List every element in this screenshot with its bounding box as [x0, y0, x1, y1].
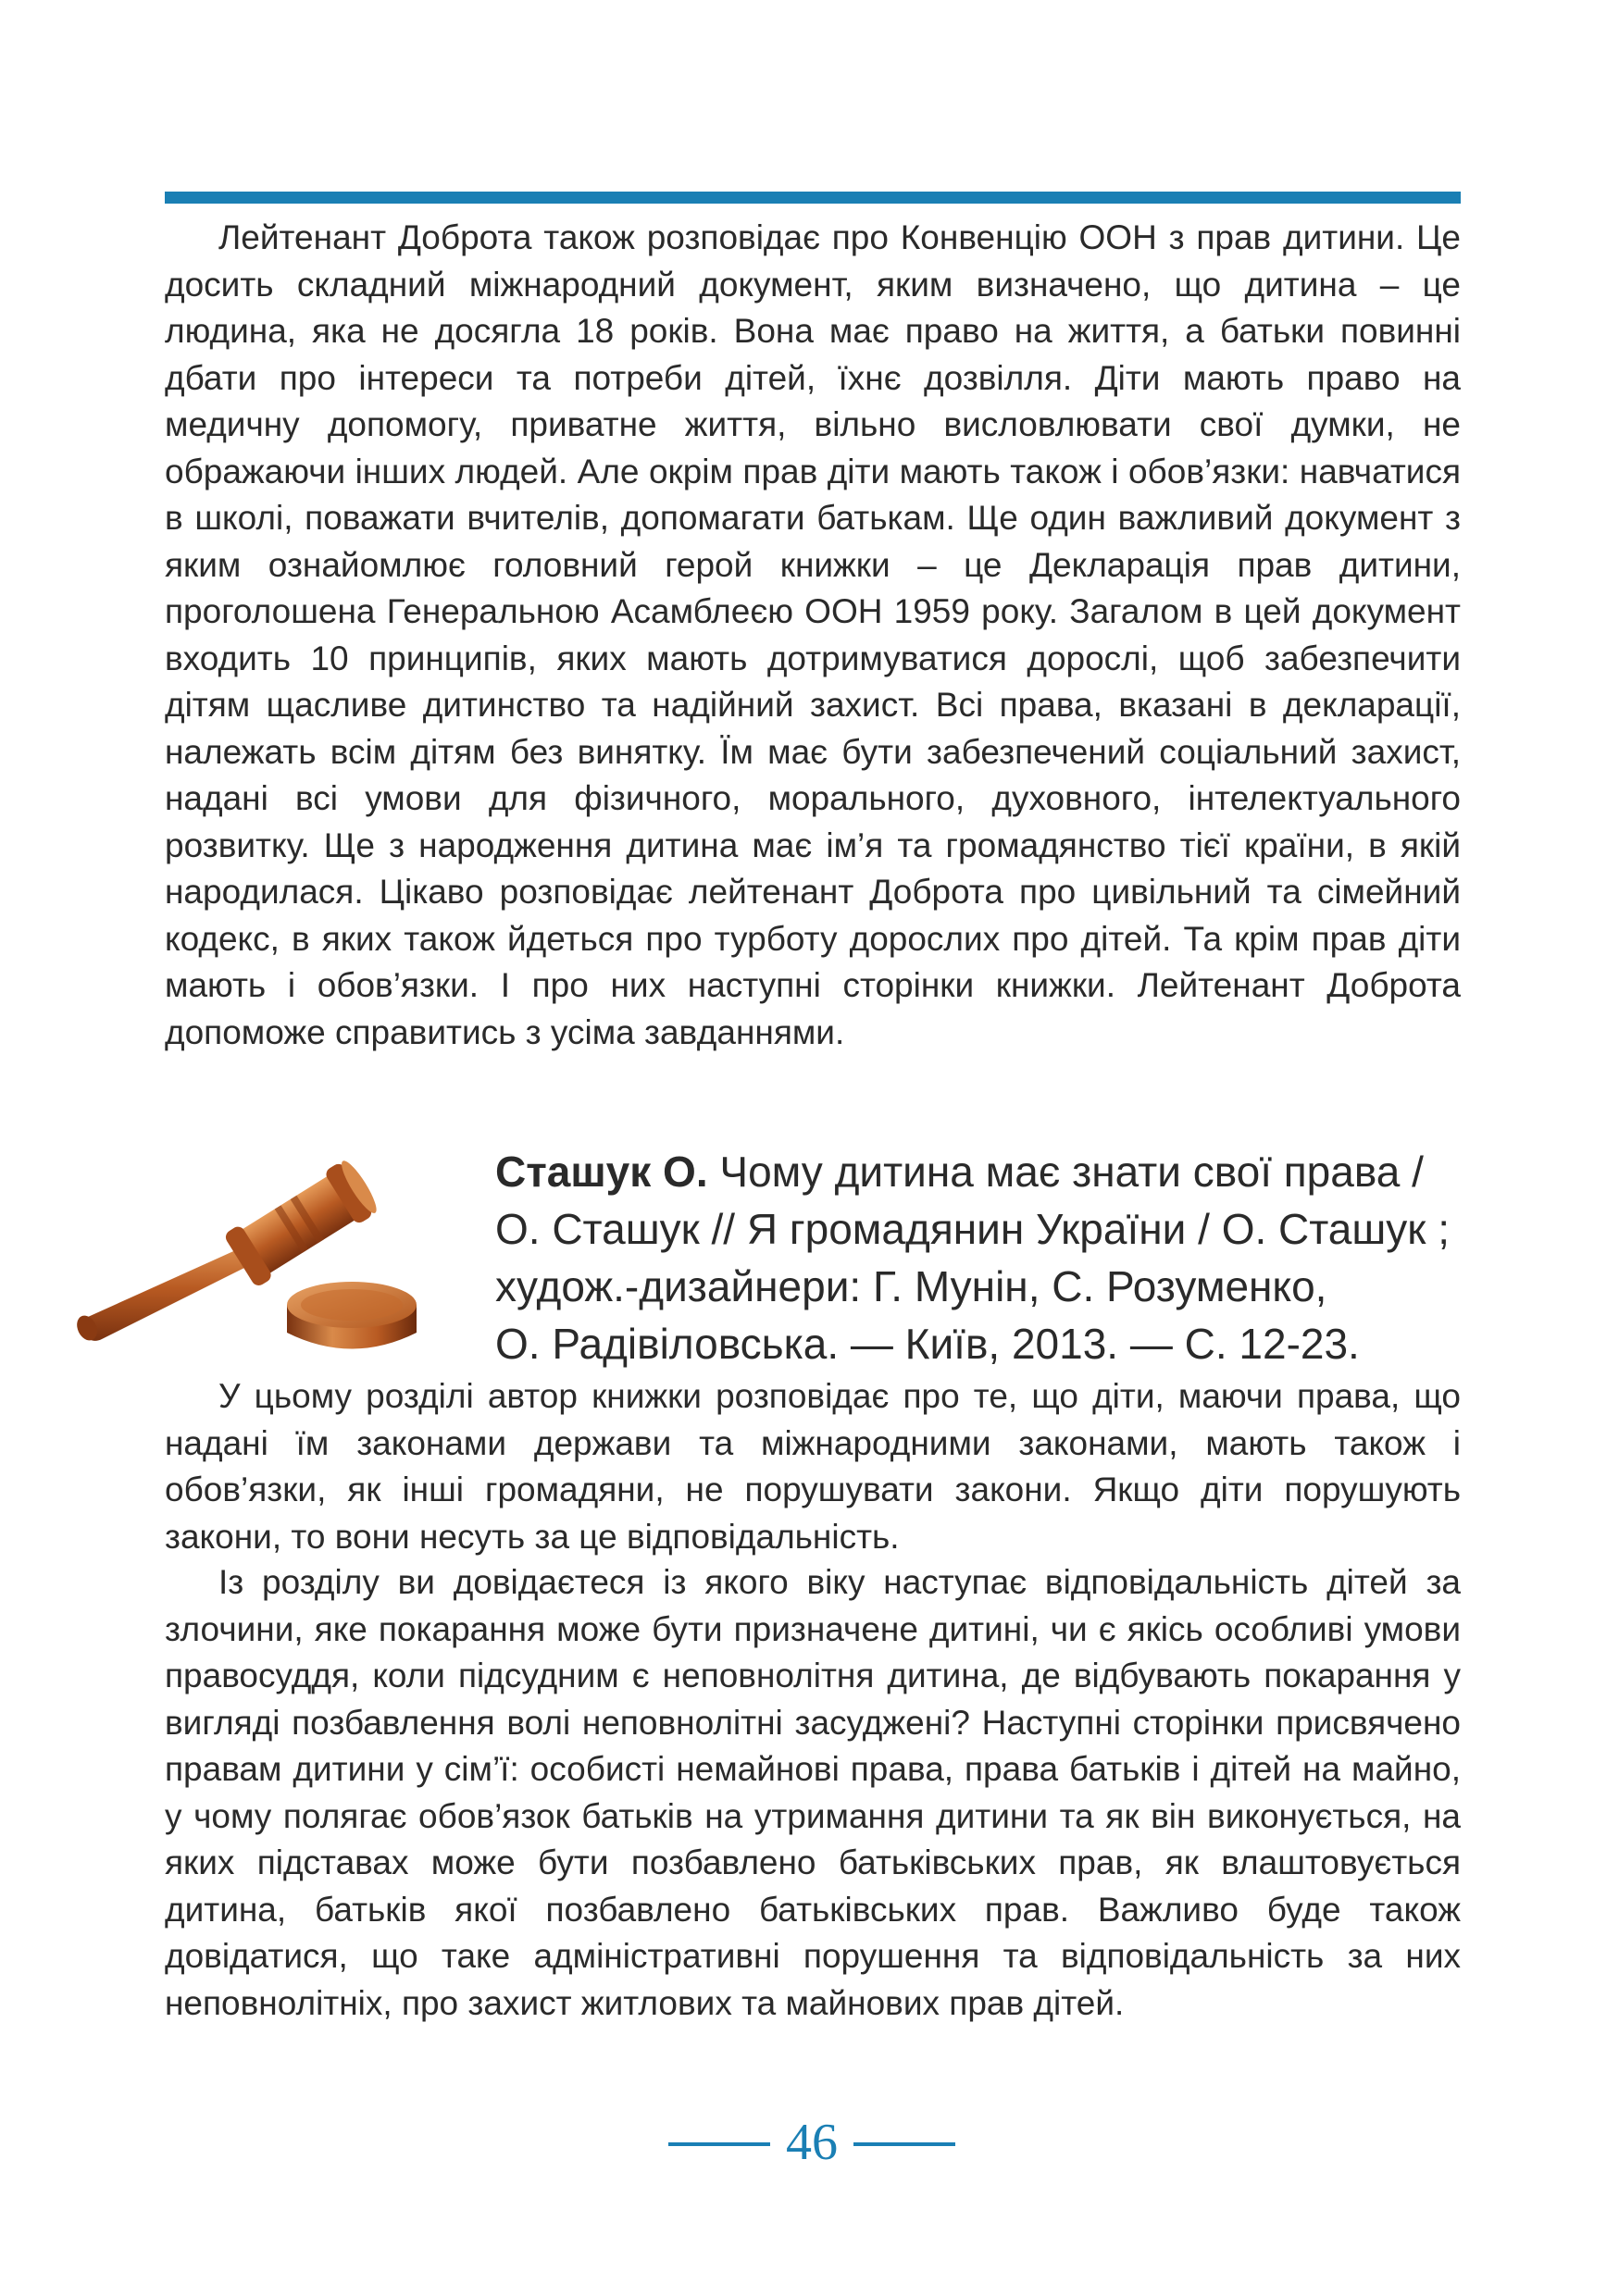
- page-number: 46: [786, 2114, 838, 2171]
- gavel-icon: [74, 1134, 481, 1365]
- citation-line-3: худож.-дизайнери: Г. Мунін, С. Розуменко,: [495, 1262, 1327, 1310]
- book-citation: [495, 1143, 1467, 1372]
- citation-author: Сташук О.: [495, 1148, 708, 1196]
- citation-line-4: О. Радівіловська. — Київ, 2013. — С. 12-23.: [495, 1320, 1360, 1368]
- page-number-rule-left: [668, 2142, 770, 2146]
- top-accent-rule: [165, 192, 1461, 204]
- body-paragraph-3: Із розділу ви довідаєтеся із якого віку наступає відповідальність дітей за злочини, яке покарання може бути призначене дитині, чи є якісь особливі умови правосуддя, коли підсудним є неповнолітня дитина, де відбувають покарання у вигляді позбавлення волі неповнолітні засуджені? Наступні сторінки присвячено правам дитини у сім’ї: особисті немайнові права, права батьків і дітей на майно, у чому полягає обов’язок батьків на утримання дитини та як він виконується, на яких підставах може бути позбавлено батьківських прав, як влаштовується дитина, батьків якої позбавлено батьківських прав. Важливо буде також довідатися, що таке адміністративні порушення та відповідальність за них неповнолітніх, про захист житлових та майнових прав дітей.: [165, 1563, 1461, 2022]
- citation-title: Чому дитина має знати свої права /: [719, 1148, 1424, 1196]
- citation-line-2: О. Сташук // Я громадянин України / О. Сташук ;: [495, 1205, 1450, 1253]
- body-paragraph-2: У цьому розділі автор книжки розповідає про те, що діти, маючи права, що надані їм законами держави та міжнародними законами, мають також і обов’язки, як інші громадяни, не порушувати закони. Якщо діти порушують закони, то вони несуть за це відповідальність.: [165, 1377, 1461, 1556]
- body-paragraph-1: Лейтенант Доброта також розповідає про Конвенцію ООН з прав дитини. Це досить складний міжнародний документ, яким визначено, що дитина – це людина, яка не досягла 18 років. Вона має право на життя, а батьки повинні дбати про інтереси та потреби дітей, їхнє дозвілля. Діти мають право на медичну допомогу, приватне життя, вільно висловлювати свої думки, не ображаючи інших людей. Але окрім прав діти мають також і обов’язки: навчатися в школі, поважати вчителів, допомагати батькам. Ще один важливий документ з яким ознайомлює головний герой книжки – це Декларація прав дитини, проголошена Генеральною Асамблеєю ООН 1959 року. Загалом в цей документ входить 10 принципів, яких мають дотримуватися дорослі, щоб забезпечити дітям щасливе дитинство та надійний захист. Всі права, вказані в декларації, належать всім дітям без винятку. Їм має бути забезпечений соціальний захист, надані всі умови для фізичного, морального, духовного, інтелектуального розвитку. Ще з народження дитина має ім’я та громадянство тієї країни, в якій народилася. Цікаво розповідає лейтенант Доброта про цивільний та сімейний кодекс, в яких також йдеться про турботу дорослих про дітей. Та крім прав діти мають і обов’язки. І про них наступні сторінки книжки. Лейтенант Доброта допоможе справитись з усіма завданнями.: [165, 218, 1461, 1051]
- citation-line-1: [495, 1143, 1467, 1200]
- page-number-rule-right: [853, 2142, 955, 2146]
- page-footer: [0, 2110, 1619, 2175]
